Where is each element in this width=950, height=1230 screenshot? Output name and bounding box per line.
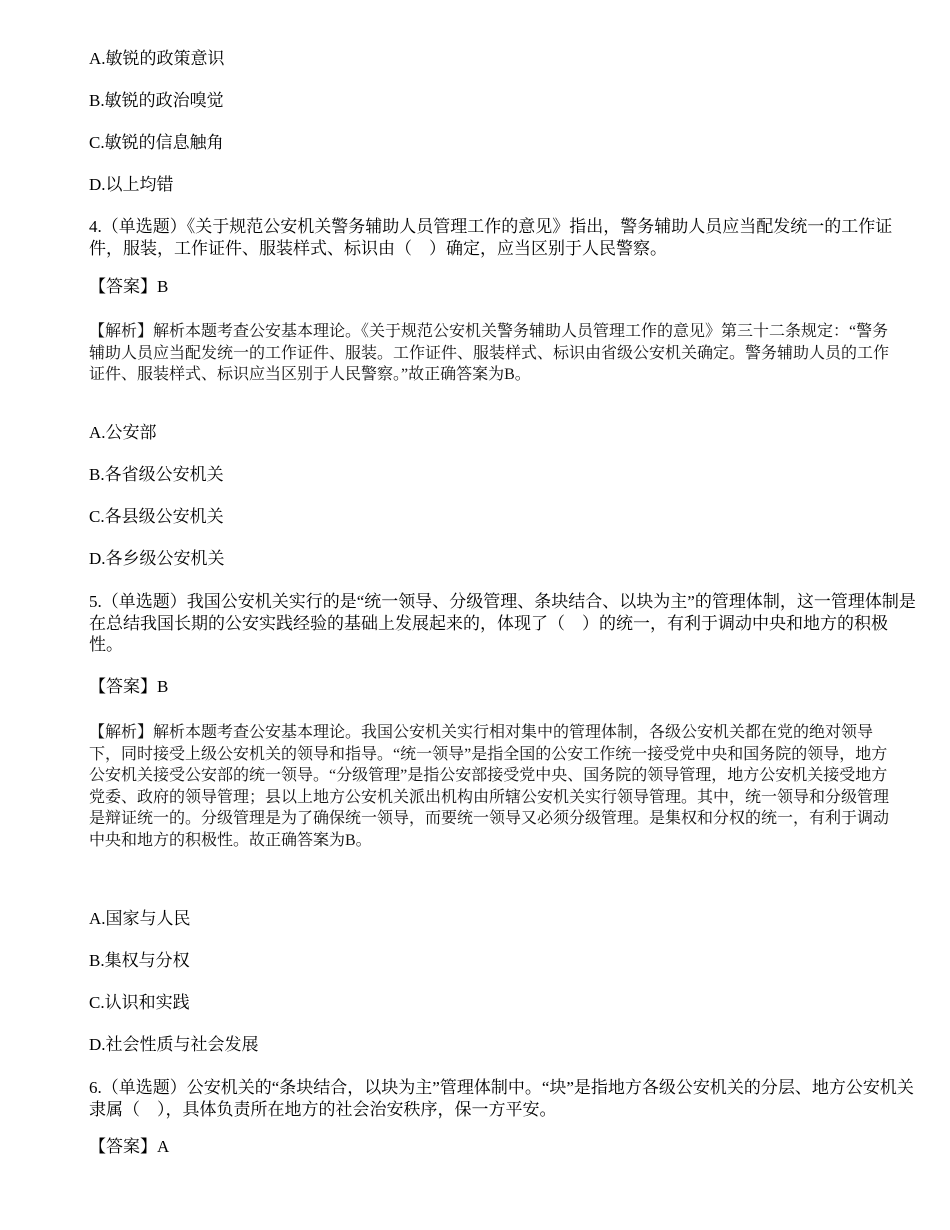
prev-option-b: B.敏锐的政治嗅觉 xyxy=(89,91,224,110)
question-5-option-d: D.社会性质与社会发展 xyxy=(89,1035,259,1054)
question-6-answer: 【答案】A xyxy=(89,1137,170,1156)
prev-option-d: D.以上均错 xyxy=(89,175,174,194)
question-6-stem: 6.（单选题）公安机关的“条块结合，以块为主”管理体制中。“块”是指地方各级公安机关的分层、地方公安机关隶属（ ），具体负责所在地方的社会治安秩序，保一方平安。 xyxy=(89,1078,914,1119)
question-4-option-b: B.各省级公安机关 xyxy=(89,465,224,484)
question-4-option-d: D.各乡级公安机关 xyxy=(89,549,225,568)
question-5-stem: 5.（单选题）我国公安机关实行的是“统一领导、分级管理、条块结合、以块为主”的管理体制，这一管理体制是在总结我国长期的公安实践经验的基础上发展起来的，体现了（ ）的统一，有利于调动中央和地方的积极性。 xyxy=(89,592,916,654)
question-5-answer: 【答案】B xyxy=(89,677,169,696)
prev-option-c: C.敏锐的信息触角 xyxy=(89,133,224,152)
prev-option-a: A.敏锐的政策意识 xyxy=(89,49,225,68)
question-5-explanation: 【解析】解析本题考查公安基本理论。我国公安机关实行相对集中的管理体制，各级公安机关都在党的绝对领导下，同时接受上级公安机关的领导和指导。“统一领导”是指全国的公安工作统一接受党中央和国务院的领导，地方公安机关接受公安部的统一领导。“分级管理”是指公安部接受党中央、国务院的领导管理，地方公安机关接受地方党委、政府的领导管理；县以上地方公安机关派出机构由所辖公安机关实行领导管理。其中，统一领导和分级管理是辩证统一的。分级管理是为了确保统一领导，而要统一领导又必须分级管理。是集权和分权的统一，有利于调动中央和地方的积极性。故正确答案为B。 xyxy=(89,724,890,849)
question-4-option-c: C.各县级公安机关 xyxy=(89,507,224,526)
question-5-option-b: B.集权与分权 xyxy=(89,951,190,970)
question-4-answer: 【答案】B xyxy=(89,277,169,296)
question-4-explanation: 【解析】解析本题考查公安基本理论。《关于规范公安机关警务辅助人员管理工作的意见》第三十二条规定：“警务辅助人员应当配发统一的工作证件、服装。工作证件、服装样式、标识由省级公安机关确定。警务辅助人员的工作证件、服装样式、标识应当区别于人民警察。”故正确答案为B。 xyxy=(89,323,890,383)
question-5-option-c: C.认识和实践 xyxy=(89,993,190,1012)
question-4-stem: 4.（单选题）《关于规范公安机关警务辅助人员管理工作的意见》指出，警务辅助人员应当配发统一的工作证件，服装，工作证件、服装样式、标识由（ ）确定，应当区别于人民警察。 xyxy=(89,217,893,258)
question-4-option-a: A.公安部 xyxy=(89,423,157,442)
question-5-option-a: A.国家与人民 xyxy=(89,909,191,928)
